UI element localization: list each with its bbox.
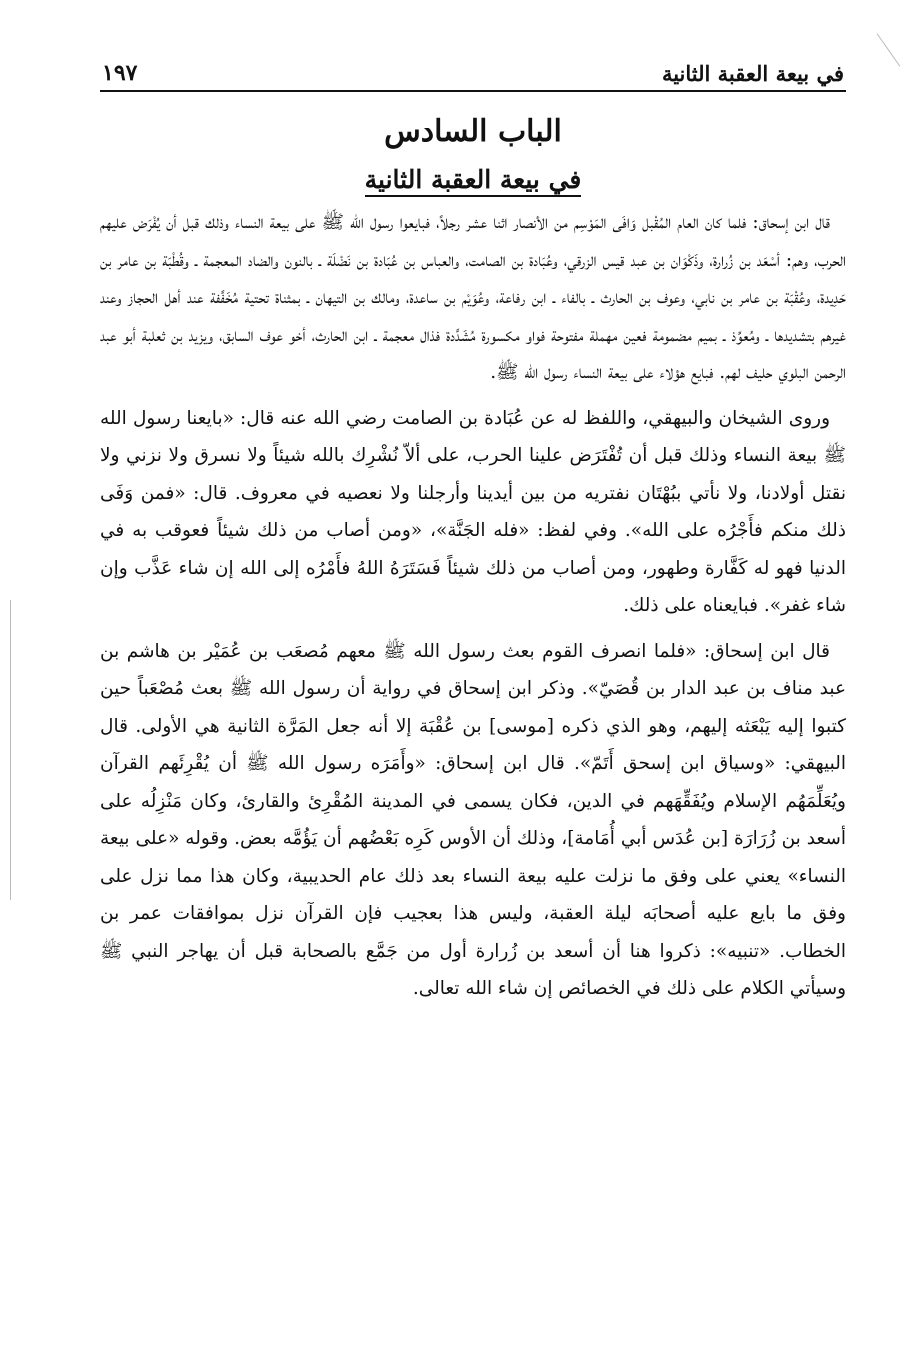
chapter-title: الباب السادس bbox=[384, 114, 562, 149]
running-title: في بيعة العقبة الثانية bbox=[661, 61, 844, 86]
running-header bbox=[100, 48, 846, 92]
book-page bbox=[100, 48, 846, 1016]
paragraph: قال ابن إسحاق: «فلما انصرف القوم بعث رسول الله ﷺ معهم مُصعَب بن عُمَيْر بن هاشم بن عبد مناف بن عبد الدار بن قُصَيّ». وذكر ابن إسحاق في رواية أن رسول الله ﷺ بعث مُصْعَباً حين كتبوا إليه يَبْعَثه إليهم، وهو الذي ذكره [موسى] بن عُقْبَة إلا أنه جعل المَرَّة الثانية هي الأولى. قال البيهقي: «وسياق ابن إسحق أَتَمّ». قال ابن إسحاق: «وأَمَرَه رسول الله ﷺ أن يُقْرِئَهم القرآن ويُعَلِّمَهُم الإسلام ويُفَقِّهَهم في الدين، فكان يسمى في المدينة المُقْرِئ والقارئ، وكان مَنْزِلُه على أسعد بن زُرَارَة [بن عُدَس أبي أُمَامة]، وذلك أن الأوس كَرِه بَعْضُهم أن يَؤُمَّه بعض. وقوله «على بيعة النساء» يعني على وفق ما نزلت عليه بيعة النساء بعد ذلك عام الحديبية، وكان هذا مما نزل على وفق ما بايع عليه أصحابَه ليلة العقبة، وليس هذا بعجيب فإن القرآن نزل بموافقات عمر بن الخطاب. «تنبيه»: ذكروا هنا أن أسعد بن زُرارة أول من جَمَّع بالصحابة قبل أن يهاجر النبي ﷺ وسيأتي الكلام على ذلك في الخصائص إن شاء الله تعالى. bbox=[100, 640, 846, 999]
scan-margin-mark bbox=[10, 600, 11, 900]
paragraph: وروى الشيخان والبيهقي، واللفظ له عن عُبَادة بن الصامت رضي الله عنه قال: «بايعنا رسول الله ﷺ بيعة النساء وذلك قبل أن تُفْتَرَض علينا الحرب، على ألاّ نُشْرِك بالله شيئاً ولا نسرق ولا نزني ولا نقتل أولادنا، ولا نأتي ببُهْتَان نفتريه من بين أيدينا وأرجلنا ولا نعصيه في معروف. قال: «فمن وَفَى ذلك منكم فأَجْرُه على الله». وفي لفظ: «فله الجَنَّة»، «ومن أصاب من ذلك شيئاً فعوقب به في الدنيا فهو له كَفَّارة وطهور، ومن أصاب من ذلك شيئاً فَسَتَرَهُ اللهُ فأَمْرُه إلى الله إن شاء عَذَّب وإن شاء غفر». فبايعناه على ذلك. bbox=[100, 407, 847, 616]
page-number: ١٩٧ bbox=[102, 60, 138, 86]
scan-margin-mark bbox=[877, 33, 901, 66]
chapter-subtitle-wrap bbox=[100, 164, 846, 196]
chapter-subtitle: في بيعة العقبة الثانية bbox=[365, 165, 582, 197]
paragraph: قال ابن إسحاق: فلما كان العام المُقْبل وَافَى المَوْسِم من الأنصار اثنا عشر رجلاً، فبايعوا رسول الله ﷺ على بيعة النساء وذلك قبل أن يُفْرَض عليهم الحرب، وهم: أسْعَد بن زُرارة، وذَكْوَان بن عبد قيس الزرقي، وعُبَادة بن الصامت، والعباس بن عُبَادة بن نَضْلَة ـ بالنون والضاد المعجمة ـ وقُطْبَة بن عامر بن حَدِيدة، وعُقْبَة بن عامر بن نابي، وعوف بن الحارث ـ بالفاء ـ ابن رفاعة، وعُوَيْم بن ساعدة، ومالك بن التيهان ـ بمثناة تحتية مُخَفَّفة عند أهل الحجاز وعند غيرهم بتشديدها ـ ومُعوِّذ ـ بميم مضمومة فعين مهملة مفتوحة فواو مكسورة مُشَدَّدة فذال معجمة ـ ابن الحارث، أخو عوف السابق، ويزيد بن ثعلبة أبو عبد الرحمن البلوي حليف لهم. فبايع هؤلاء على بيعة النساء رسول الله ﷺ. bbox=[100, 212, 846, 383]
body-text bbox=[100, 204, 846, 1008]
